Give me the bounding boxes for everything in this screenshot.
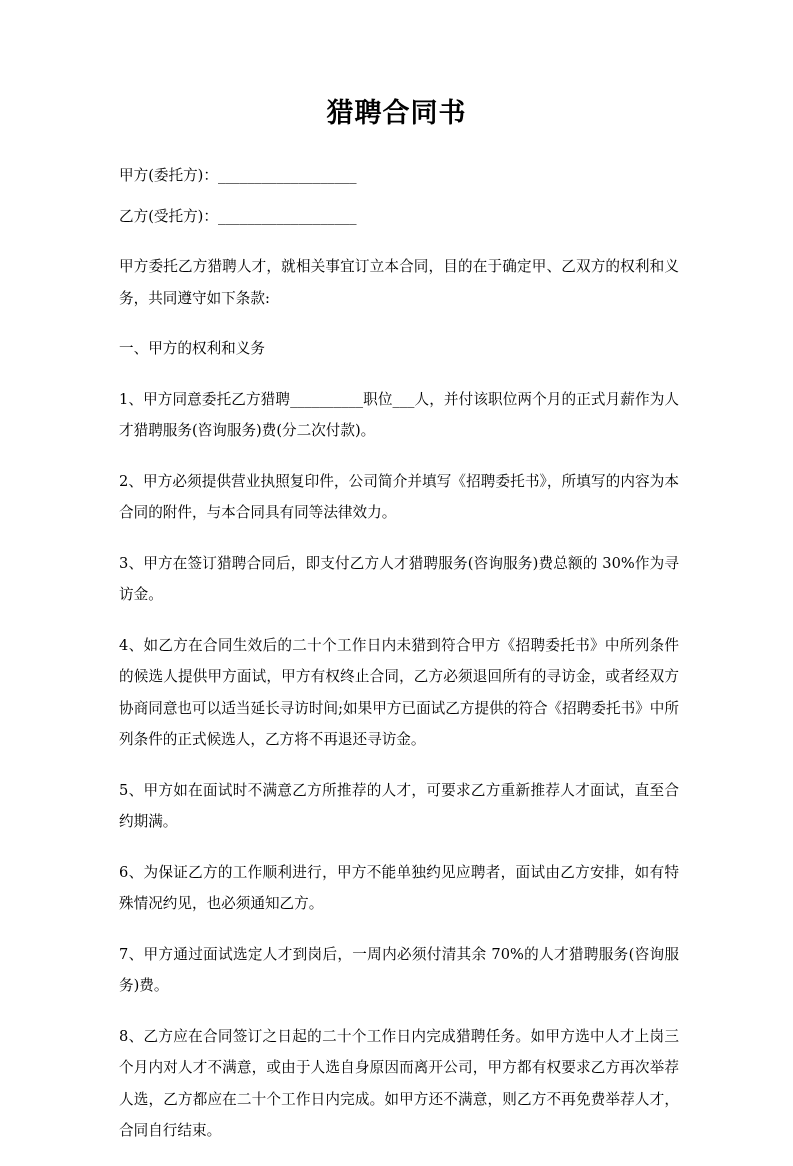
clause-2: 2、甲方必须提供营业执照复印件，公司简介并填写《招聘委托书》，所填写的内容为本合同的附件，与本合同具有同等法律效力。	[119, 472, 679, 521]
clause-5: 5、甲方如在面试时不满意乙方所推荐的人才，可要求乙方重新推荐人才面试，直至合约期满。	[119, 781, 679, 830]
clause-7: 7、甲方通过面试选定人才到岗后，一周内必须付清其余 70%的人才猎聘服务(咨询服务)费。	[119, 945, 679, 994]
clause-4: 4、如乙方在合同生效后的二十个工作日内未猎到符合甲方《招聘委托书》中所列条件的候选人提供甲方面试，甲方有权终止合同，乙方必须退回所有的寻访金，或者经双方协商同意也可以适当延长寻访时间;如果甲方已面试乙方提供的符合《招聘委托书》中所列条件的正式候选人，乙方将不再退还寻访金。	[119, 636, 679, 748]
document-body	[119, 160, 679, 1166]
intro-paragraph: 甲方委托乙方猎聘人才，就相关事宜订立本合同，目的在于确定甲、乙双方的权利和义务，共同遵守如下条款:	[119, 258, 679, 307]
party-a-field: 甲方(委托方)：___________________	[119, 167, 357, 184]
clause-8: 8、乙方应在合同签订之日起的二十个工作日内完成猎聘任务。如甲方选中人才上岗三个月内对人才不满意，或由于人选自身原因而离开公司，甲方都有权要求乙方再次举荐人选，乙方都应在二十个工作日内完成。如甲方还不满意，则乙方不再免费举荐人才，合同自行结束。	[119, 1027, 679, 1139]
clause-1: 1、甲方同意委托乙方猎聘__________职位___人，并付该职位两个月的正式月薪作为人才猎聘服务(咨询服务)费(分二次付款)。	[119, 390, 679, 439]
clause-6: 6、为保证乙方的工作顺利进行，甲方不能单独约见应聘者，面试由乙方安排，如有特殊情况约见，也必须通知乙方。	[119, 863, 679, 912]
clause-3: 3、甲方在签订猎聘合同后，即支付乙方人才猎聘服务(咨询服务)费总额的 30%作为寻访金。	[119, 554, 679, 603]
party-b-field: 乙方(受托方)：___________________	[119, 207, 357, 225]
section-heading: 一、甲方的权利和义务	[119, 340, 265, 357]
document-title: 猎聘合同书	[326, 98, 467, 129]
